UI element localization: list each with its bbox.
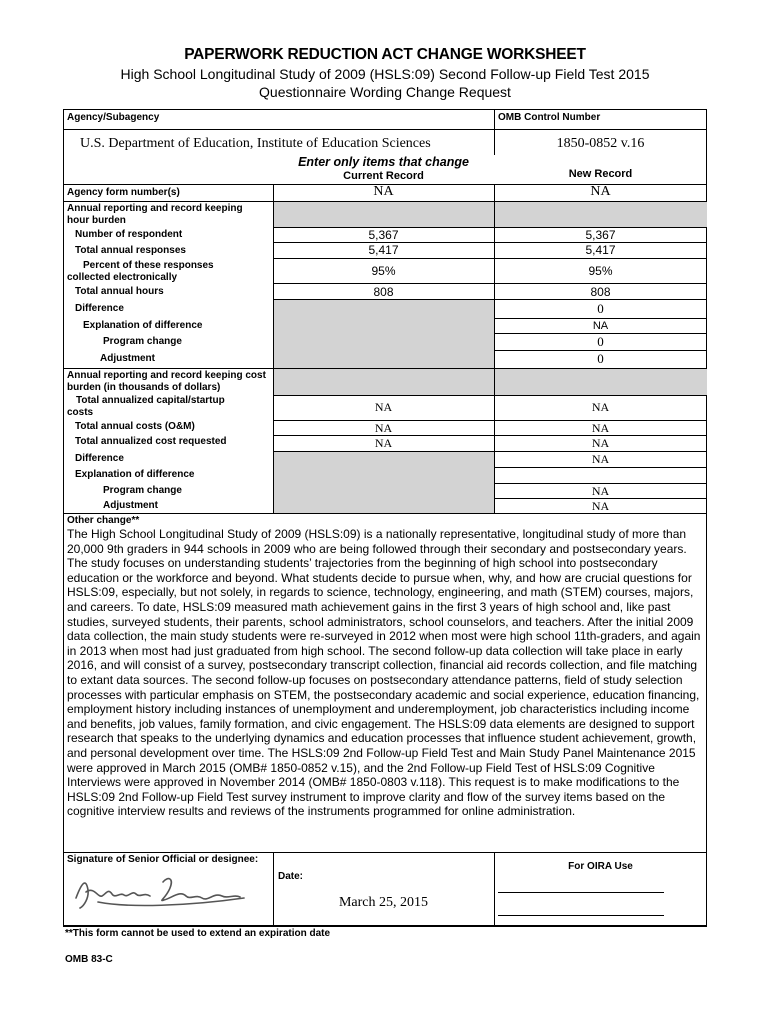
difference2-shade bbox=[273, 451, 494, 513]
adjustment2-new: NA bbox=[591, 499, 610, 513]
explanation-new: NA bbox=[592, 320, 609, 332]
difference-label: Difference bbox=[75, 303, 124, 314]
omb-number-value: 1850-0852 v.16 bbox=[556, 136, 645, 151]
other-change-label: Other change** bbox=[67, 515, 140, 526]
date-value: March 25, 2015 bbox=[338, 895, 429, 910]
difference-shade bbox=[273, 299, 494, 368]
page-subtitle: High School Longitudinal Study of 2009 (HSLS:09) Second Follow-up Field Test 2015 bbox=[120, 66, 650, 82]
percent-label: Percent of these responses collected electronically bbox=[67, 260, 214, 283]
difference2-new: NA bbox=[591, 452, 610, 466]
date-label: Date: bbox=[278, 871, 304, 882]
program-change-new: 0 bbox=[597, 334, 604, 349]
difference-new: 0 bbox=[597, 301, 604, 316]
responses-new: 5,417 bbox=[585, 243, 616, 257]
respondents-current: 5,367 bbox=[368, 228, 399, 242]
hours-new: 808 bbox=[590, 285, 611, 299]
other-change-text: The High School Longitudinal Study of 2009 (HSLS:09) is a nationally representative, longitudinal study of more than 20,000 9th graders in 944 schools in 2009 who are being followed through their secondary and postsecondary years. The study focuses on understanding students’ trajectories from the beginning of high school into postsecondary education or the workforce and beyond. What students decide to pursue when, why, and how are crucial questions for HSLS:09, especially, but not solely, in regards to science, technology, engineering, and math (STEM) courses, majors, and careers. To date, HSLS:09 measured math achievement gains in the first 3 years of high school and, like past studies, surveyed students, their parents, school administrators, school counselors, and teachers. After the initial 2009 data collection, the main study students were re-surveyed in 2012 when most were high school 11th-graders, and again in 2013 when most had just graduated from high school. The second follow-up data collection will take place in early 2016, and will consist of a survey, postsecondary transcript collection, financial aid records collection, and file matching to extant data sources. The second follow-up focuses on postsecondary attendance patterns, field of study selection processes with particular emphasis on STEM, the postsecondary academic and social experience, education financing, employment history including instances of unemployment and underemployment, job characteristics including income and benefits, job values, family formation, and civic engagement. The HSLS:09 data elements are designed to support research that speaks to the underlying dynamics and education processes that influence student achievement, growth, and personal development over time. The HSLS:09 2nd Follow-up Field Test and Main Study Panel Maintenance 2015 were approved in March 2015 (OMB# 1850-0852 v.15), and the 2nd Follow-up Field Test of HSLS:09 Cognitive Interviews were approved in November 2014 (OMB# 1850-0803 v.118). This request is to make modifications to the HSLS:09 2nd Follow-up Field Test survey instrument to improve clarity and flow of the survey items based on the cognitive interview results and reviews of the instruments programmed for online administration. bbox=[67, 527, 701, 819]
adjustment-new: 0 bbox=[597, 351, 604, 366]
signature-label: Signature of Senior Official or designee: bbox=[67, 854, 259, 865]
hour-burden-shade bbox=[273, 201, 707, 227]
program-change2-label: Program change bbox=[103, 485, 182, 496]
responses-current: 5,417 bbox=[368, 243, 399, 257]
respondents-new: 5,367 bbox=[585, 228, 616, 242]
adjustment-label: Adjustment bbox=[100, 353, 155, 364]
om-new: NA bbox=[591, 421, 610, 435]
agency-label: Agency/Subagency bbox=[67, 112, 160, 123]
cost-requested-new: NA bbox=[591, 436, 610, 450]
form-number-label: Agency form number(s) bbox=[67, 187, 180, 198]
signature-image bbox=[68, 868, 268, 918]
capital-new: NA bbox=[591, 400, 610, 414]
form-number-new: NA bbox=[590, 184, 611, 199]
difference2-label: Difference bbox=[75, 453, 124, 464]
form-id: OMB 83-C bbox=[65, 954, 113, 965]
om-current: NA bbox=[374, 421, 393, 435]
capital-label: Total annualized capital/startup costs bbox=[67, 395, 225, 418]
oira-line-1 bbox=[498, 892, 664, 893]
enter-only-heading: Enter only items that change bbox=[298, 155, 469, 169]
capital-current: NA bbox=[374, 400, 393, 414]
page-title: PAPERWORK REDUCTION ACT CHANGE WORKSHEET bbox=[184, 46, 586, 63]
program-change-label: Program change bbox=[103, 336, 182, 347]
agency-value: U.S. Department of Education, Institute of Education Sciences bbox=[80, 136, 431, 151]
explanation2-label: Explanation of difference bbox=[75, 469, 195, 480]
form-number-current: NA bbox=[373, 184, 394, 199]
hour-burden-label: Annual reporting and record keeping hour burden bbox=[67, 203, 243, 226]
hours-label: Total annual hours bbox=[75, 286, 164, 297]
program-change2-new: NA bbox=[591, 484, 610, 498]
responses-label: Total annual responses bbox=[75, 245, 186, 256]
footnote: **This form cannot be used to extend an expiration date bbox=[65, 928, 331, 939]
current-record-heading: Current Record bbox=[343, 170, 424, 182]
om-label: Total annual costs (O&M) bbox=[75, 421, 195, 432]
page-subtitle-2: Questionnaire Wording Change Request bbox=[259, 84, 511, 100]
oira-label: For OIRA Use bbox=[568, 861, 633, 872]
cost-requested-label: Total annualized cost requested bbox=[75, 436, 227, 447]
cost-requested-current: NA bbox=[374, 436, 393, 450]
respondents-label: Number of respondent bbox=[75, 229, 183, 240]
cost-burden-shade bbox=[273, 368, 707, 395]
percent-new: 95% bbox=[588, 264, 613, 278]
cost-burden-label: Annual reporting and record keeping cost burden (in thousands of dollars) bbox=[67, 370, 266, 393]
new-record-heading: New Record bbox=[568, 168, 633, 180]
hours-current: 808 bbox=[373, 285, 394, 299]
adjustment2-label: Adjustment bbox=[103, 500, 158, 511]
percent-current: 95% bbox=[371, 264, 396, 278]
omb-number-label: OMB Control Number bbox=[498, 112, 601, 123]
oira-line-2 bbox=[498, 915, 664, 916]
explanation-label: Explanation of difference bbox=[83, 320, 203, 331]
